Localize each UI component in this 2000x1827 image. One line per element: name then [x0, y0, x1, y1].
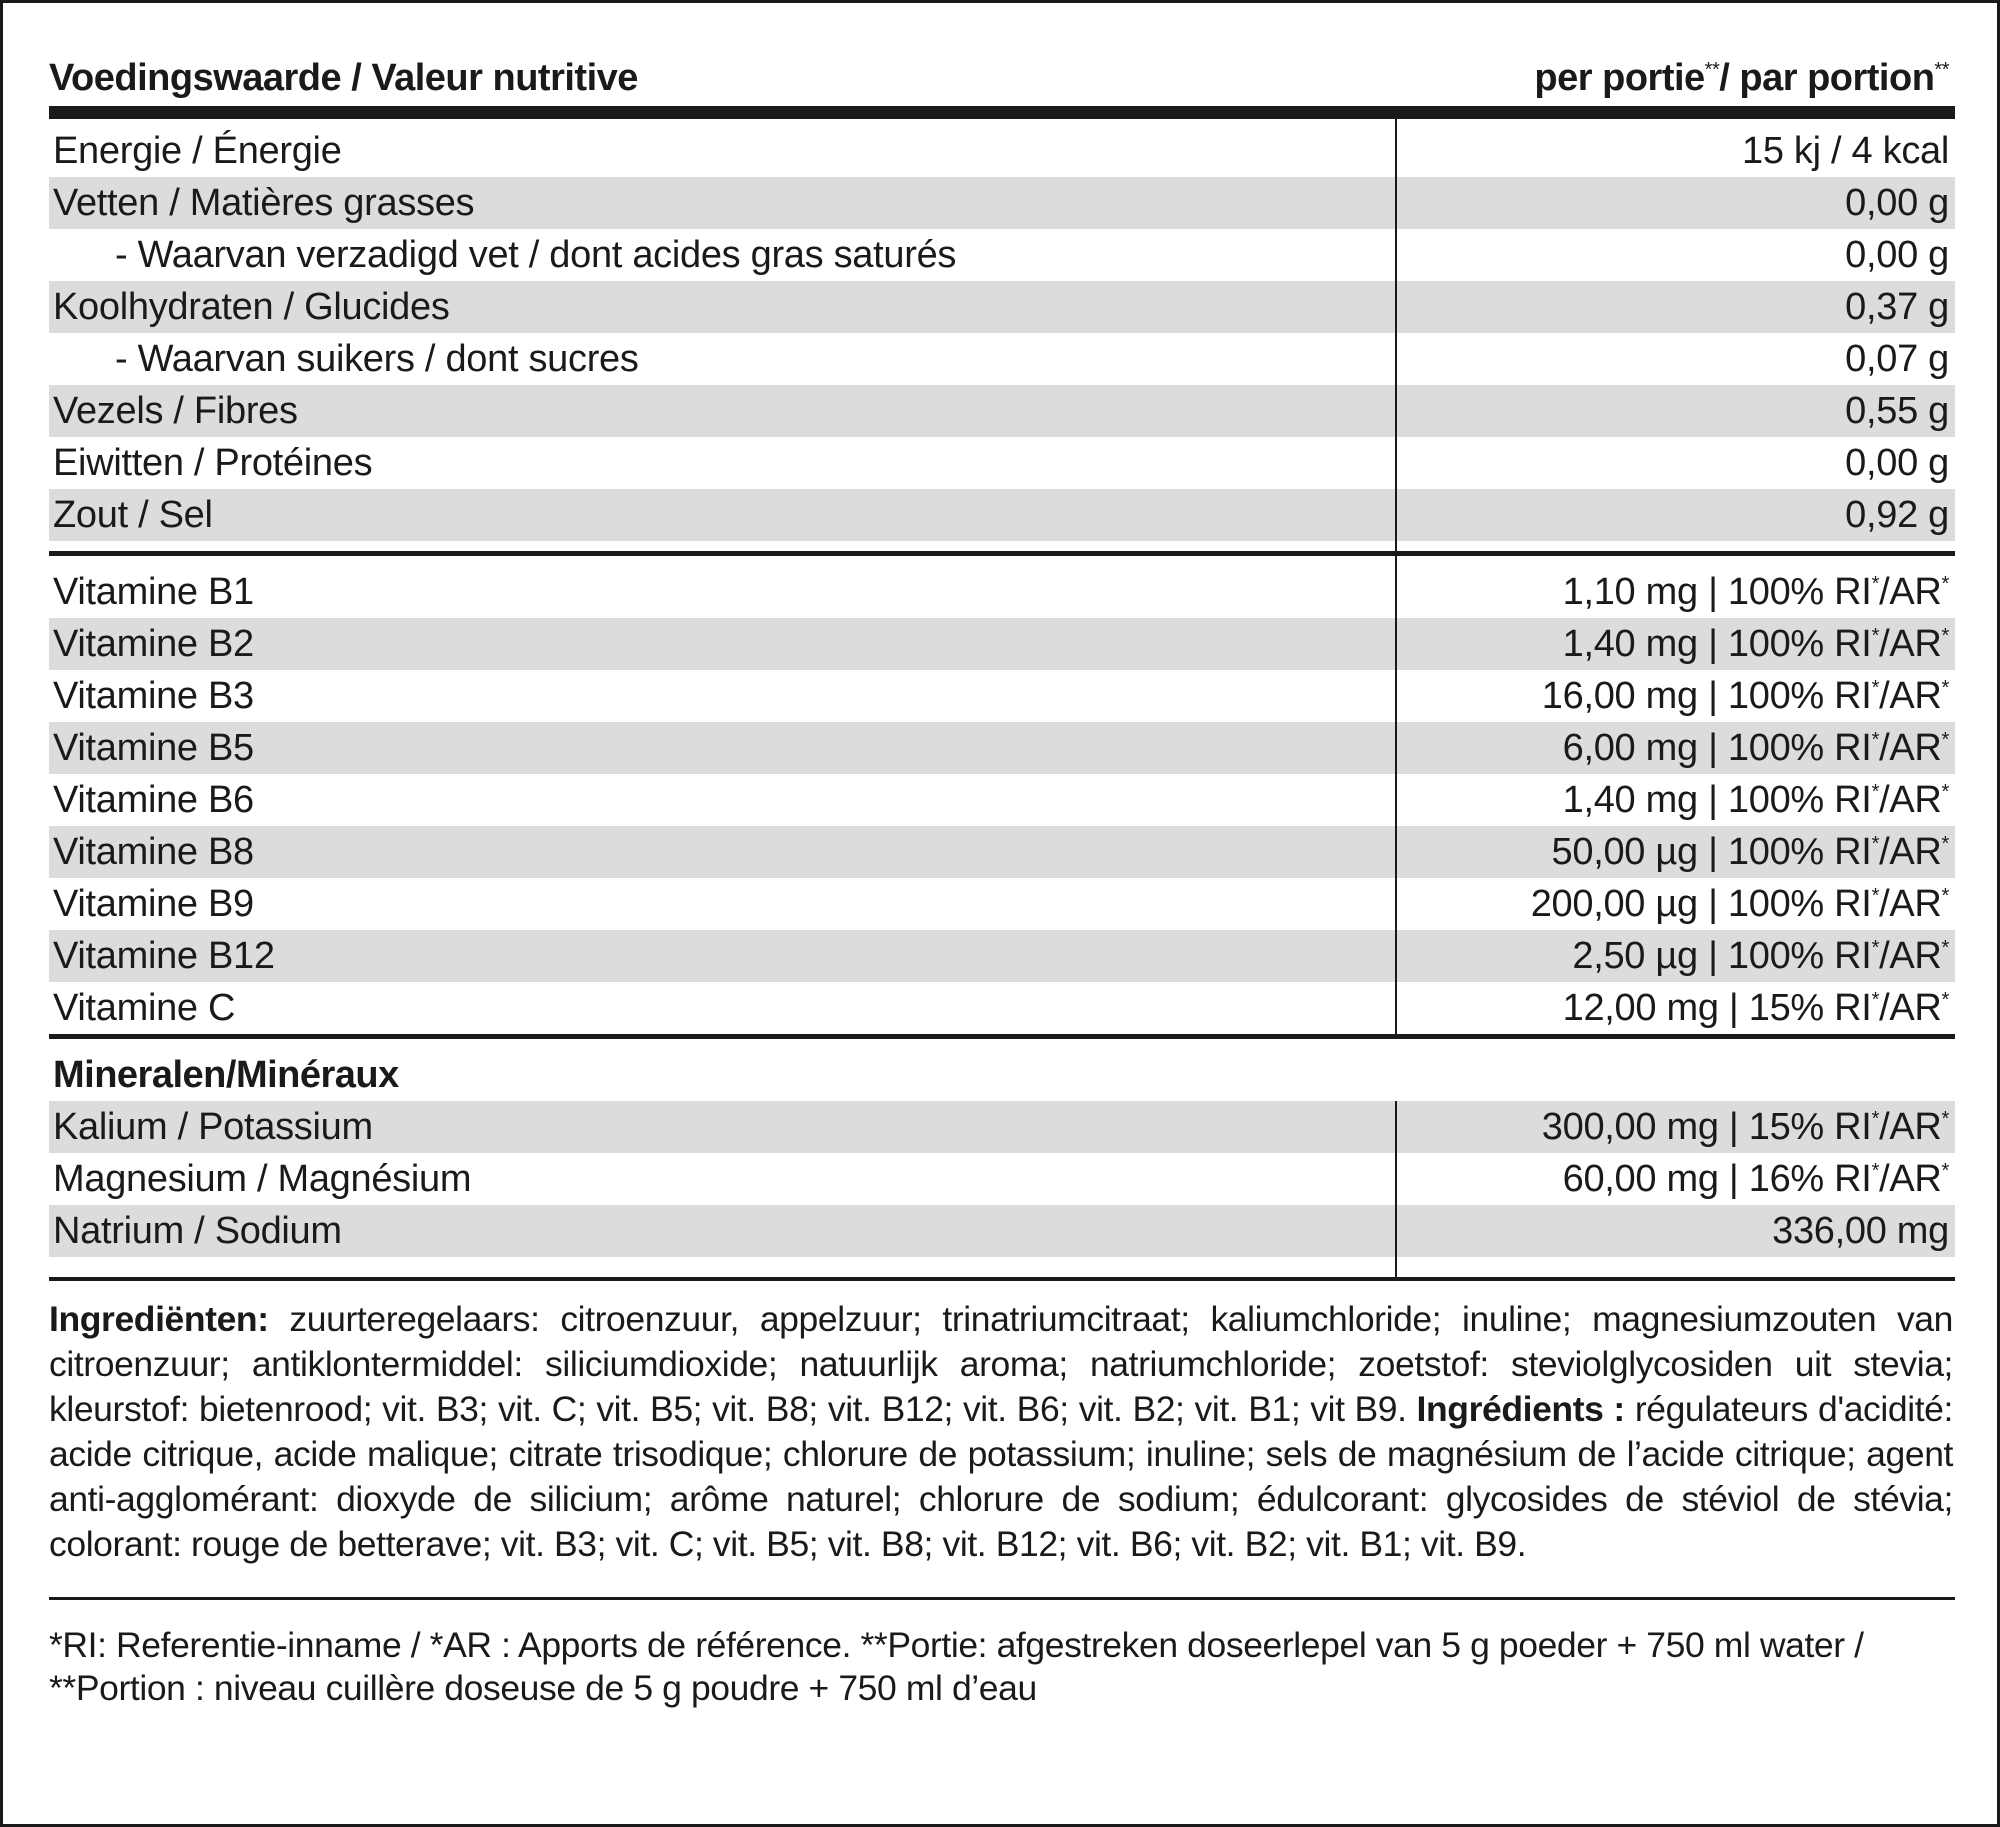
vitamin-ar: /AR: [1879, 778, 1942, 821]
pipe-separator: |: [1697, 674, 1728, 717]
ar-asterisk: *: [1941, 832, 1949, 855]
vitamin-ri: 100% RI: [1727, 570, 1872, 613]
vitamin-ri: 100% RI: [1727, 622, 1872, 665]
pipe-separator: |: [1697, 882, 1728, 925]
vitamin-ar: /AR: [1879, 622, 1942, 665]
vitamin-amount: 50,00 µg: [1551, 830, 1698, 873]
pipe-separator: |: [1697, 726, 1728, 769]
nutrient-value: 0,55 g: [1845, 389, 1949, 432]
ar-asterisk: *: [1941, 676, 1949, 699]
header-right-separator: /: [1719, 57, 1740, 99]
vitamin-label: Vitamine B3: [53, 674, 254, 717]
vitamin-amount: 12,00 mg: [1562, 986, 1719, 1029]
vitamin-ri: 15% RI: [1748, 986, 1872, 1029]
mineral-ar: /AR: [1879, 1157, 1942, 1200]
vitamin-label: Vitamine B2: [53, 622, 254, 665]
nutrient-label: Eiwitten / Protéines: [53, 441, 373, 484]
ri-asterisk: *: [1871, 676, 1880, 699]
ingredients-label-nl: Ingrediënten:: [49, 1299, 269, 1339]
mineral-row: [49, 1153, 1955, 1205]
column-divider: [1395, 556, 1397, 1034]
column-divider: [1395, 1101, 1397, 1277]
footnote-rule: [49, 1597, 1955, 1600]
ar-asterisk: *: [1941, 728, 1949, 751]
ar-asterisk: *: [1941, 936, 1949, 959]
pipe-separator: |: [1697, 830, 1728, 873]
vitamin-ri: 100% RI: [1727, 674, 1872, 717]
nutrients-table: [49, 119, 1955, 551]
vitamin-label: Vitamine B9: [53, 882, 254, 925]
ri-asterisk: *: [1871, 884, 1880, 907]
mineral-row: [49, 1101, 1955, 1153]
nutrient-value: 0,92 g: [1845, 493, 1949, 536]
vitamin-ri: 100% RI: [1727, 830, 1872, 873]
vitamin-amount: 16,00 mg: [1541, 674, 1698, 717]
ar-asterisk: *: [1941, 1107, 1949, 1130]
mineral-value: [1542, 1106, 1949, 1149]
minerals-title-fr: Minéraux: [235, 1054, 399, 1096]
mineral-ri: 15% RI: [1748, 1105, 1872, 1148]
vitamin-value: [1563, 779, 1949, 822]
vitamin-label: Vitamine B1: [53, 570, 254, 613]
pipe-separator: |: [1718, 1105, 1749, 1148]
nutrient-label: Zout / Sel: [53, 493, 213, 536]
vitamin-row: [49, 618, 1955, 670]
ar-asterisk: *: [1941, 624, 1949, 647]
ingredients-label-fr: Ingrédients :: [1416, 1389, 1625, 1429]
vitamin-value: [1572, 935, 1949, 978]
nutrient-row: [49, 125, 1955, 177]
mineral-row: [49, 1205, 1955, 1257]
nutrient-label: - Waarvan suikers / dont sucres: [115, 337, 639, 380]
vitamin-amount: 2,50 µg: [1572, 934, 1698, 977]
vitamin-ar: /AR: [1879, 674, 1942, 717]
vitamin-label: Vitamine B6: [53, 778, 254, 821]
vitamin-ar: /AR: [1879, 934, 1942, 977]
nutrient-value: 0,00 g: [1845, 441, 1949, 484]
nutrient-label: Energie / Énergie: [53, 129, 342, 172]
pipe-separator: |: [1697, 570, 1728, 613]
header-separator: /: [341, 57, 372, 99]
nutrient-value: 0,00 g: [1845, 181, 1949, 224]
vitamin-ar: /AR: [1879, 726, 1942, 769]
header-rule: [49, 106, 1955, 119]
pipe-separator: |: [1718, 1157, 1749, 1200]
vitamin-amount: 1,40 mg: [1562, 778, 1698, 821]
minerals-table: [49, 1101, 1955, 1277]
vitamin-amount: 1,10 mg: [1562, 570, 1698, 613]
ri-asterisk: *: [1871, 780, 1880, 803]
minerals-title-separator: /: [225, 1054, 236, 1096]
vitamin-value: [1563, 987, 1949, 1030]
vitamin-value: [1563, 571, 1949, 614]
vitamin-row: [49, 566, 1955, 618]
vitamin-label: Vitamine B8: [53, 830, 254, 873]
mineral-value: [1563, 1158, 1949, 1201]
ri-asterisk: *: [1871, 936, 1880, 959]
nutrient-row: [49, 229, 1955, 281]
nutrient-value: 0,37 g: [1845, 285, 1949, 328]
ar-asterisk: *: [1941, 988, 1949, 1011]
vitamin-ar: /AR: [1879, 882, 1942, 925]
column-divider: [1395, 119, 1397, 551]
header-left: [49, 57, 638, 100]
vitamin-ar: /AR: [1879, 570, 1942, 613]
nutrient-row: [49, 177, 1955, 229]
nutrient-row: [49, 385, 1955, 437]
ingredients-text: [49, 1297, 1955, 1567]
vitamin-amount: 1,40 mg: [1562, 622, 1698, 665]
mineral-label: Kalium / Potassium: [53, 1105, 373, 1148]
minerals-title: [49, 1039, 1955, 1101]
ri-asterisk: *: [1871, 728, 1880, 751]
ri-asterisk: *: [1871, 988, 1880, 1011]
header-title-nl: Voedingswaarde: [49, 57, 342, 99]
ar-asterisk: *: [1941, 1159, 1949, 1182]
vitamin-label: Vitamine C: [53, 986, 236, 1029]
ri-asterisk: *: [1871, 572, 1880, 595]
nutrient-row: [49, 281, 1955, 333]
nutrient-value: 0,07 g: [1845, 337, 1949, 380]
ar-asterisk: *: [1941, 884, 1949, 907]
mineral-amount: 300,00 mg: [1541, 1105, 1719, 1148]
vitamin-ri: 100% RI: [1727, 726, 1872, 769]
vitamin-row: [49, 722, 1955, 774]
mineral-ri: 16% RI: [1748, 1157, 1872, 1200]
mineral-value: 336,00 mg: [1772, 1209, 1949, 1252]
header-title-fr: Valeur nutritive: [371, 57, 638, 99]
nutrition-panel: [49, 38, 1955, 1710]
nutrient-value: 0,00 g: [1845, 233, 1949, 276]
ar-asterisk: *: [1941, 780, 1949, 803]
minerals-title-nl: Mineralen: [53, 1054, 226, 1096]
ingredients-fr: régulateurs d'acidité: acide citrique, acide malique; citrate trisodique; chlorure de potassium; inuline; sels de magnésium de l’acide citrique; agent anti-agglomérant: dioxyde de silicium; arôme naturel; chlorure de sodium; édulcorant: glycosides de stéviol de stévia; colorant: rouge de betterave; vit. B3; vit. C; vit. B5; vit. B8; vit. B12; vit. B6; vit. B2; vit. B1; vit. B9.: [49, 1389, 1953, 1564]
vitamin-label: Vitamine B12: [53, 934, 275, 977]
header-nl-superscript: **: [1704, 59, 1720, 81]
vitamin-value: [1563, 623, 1949, 666]
vitamin-row: [49, 878, 1955, 930]
header-per-portion-nl: per portie: [1534, 57, 1705, 99]
mineral-amount: 60,00 mg: [1562, 1157, 1719, 1200]
mineral-label: Magnesium / Magnésium: [53, 1157, 472, 1200]
vitamin-value: [1542, 675, 1949, 718]
vitamin-row: [49, 930, 1955, 982]
vitamin-amount: 6,00 mg: [1562, 726, 1698, 769]
ri-asterisk: *: [1871, 1107, 1880, 1130]
table-header: [49, 38, 1955, 100]
nutrient-row: [49, 489, 1955, 541]
nutrient-row: [49, 333, 1955, 385]
mineral-ar: /AR: [1879, 1105, 1942, 1148]
vitamin-ar: /AR: [1879, 830, 1942, 873]
pipe-separator: |: [1697, 622, 1728, 665]
nutrient-label: - Waarvan verzadigd vet / dont acides gras saturés: [115, 233, 957, 276]
header-right: [1534, 57, 1955, 100]
vitamins-table: [49, 556, 1955, 1034]
nutrient-row: [49, 437, 1955, 489]
vitamin-amount: 200,00 µg: [1530, 882, 1698, 925]
nutrient-value: 15 kj / 4 kcal: [1741, 129, 1949, 172]
mineral-label: Natrium / Sodium: [53, 1209, 342, 1252]
ingredients-rule: [49, 1277, 1955, 1281]
pipe-separator: |: [1697, 778, 1728, 821]
vitamin-ri: 100% RI: [1727, 778, 1872, 821]
nutrient-label: Koolhydraten / Glucides: [53, 285, 450, 328]
ri-asterisk: *: [1871, 1159, 1880, 1182]
ri-asterisk: *: [1871, 624, 1880, 647]
pipe-separator: |: [1697, 934, 1728, 977]
header-per-portion-fr: par portion: [1739, 57, 1935, 99]
vitamin-row: [49, 774, 1955, 826]
vitamin-value: [1531, 883, 1949, 926]
vitamin-row: [49, 982, 1955, 1034]
vitamin-ri: 100% RI: [1727, 882, 1872, 925]
ar-asterisk: *: [1941, 572, 1949, 595]
vitamin-ri: 100% RI: [1727, 934, 1872, 977]
pipe-separator: |: [1718, 986, 1749, 1029]
footnote: *RI: Referentie-inname / *AR : Apports de référence. **Portie: afgestreken doseerlepel van 5 g poeder + 750 ml water / **Portion : niveau cuillère doseuse de 5 g poudre + 750 ml d’eau: [49, 1625, 1864, 1708]
ri-asterisk: *: [1871, 832, 1880, 855]
header-fr-superscript: **: [1934, 59, 1949, 81]
vitamin-row: [49, 670, 1955, 722]
ingredients-nl: zuurteregelaars: citroenzuur, appelzuur; trinatriumcitraat; kaliumchloride; inuline; magnesiumzouten van citroenzuur; antiklontermiddel: siliciumdioxide; natuurlijk aroma; natriumchloride; zoetstof: steviolglycosiden uit stevia; kleurstof: bietenrood; vit. B3; vit. C; vit. B5; vit. B8; vit. B12; vit. B6; vit. B2; vit. B1; vit B9.: [49, 1299, 1953, 1429]
nutrient-label: Vezels / Fibres: [53, 389, 298, 432]
vitamin-value: [1563, 727, 1949, 770]
vitamin-row: [49, 826, 1955, 878]
vitamin-value: [1552, 831, 1949, 874]
vitamin-label: Vitamine B5: [53, 726, 254, 769]
vitamin-ar: /AR: [1879, 986, 1942, 1029]
nutrient-label: Vetten / Matières grasses: [53, 181, 475, 224]
